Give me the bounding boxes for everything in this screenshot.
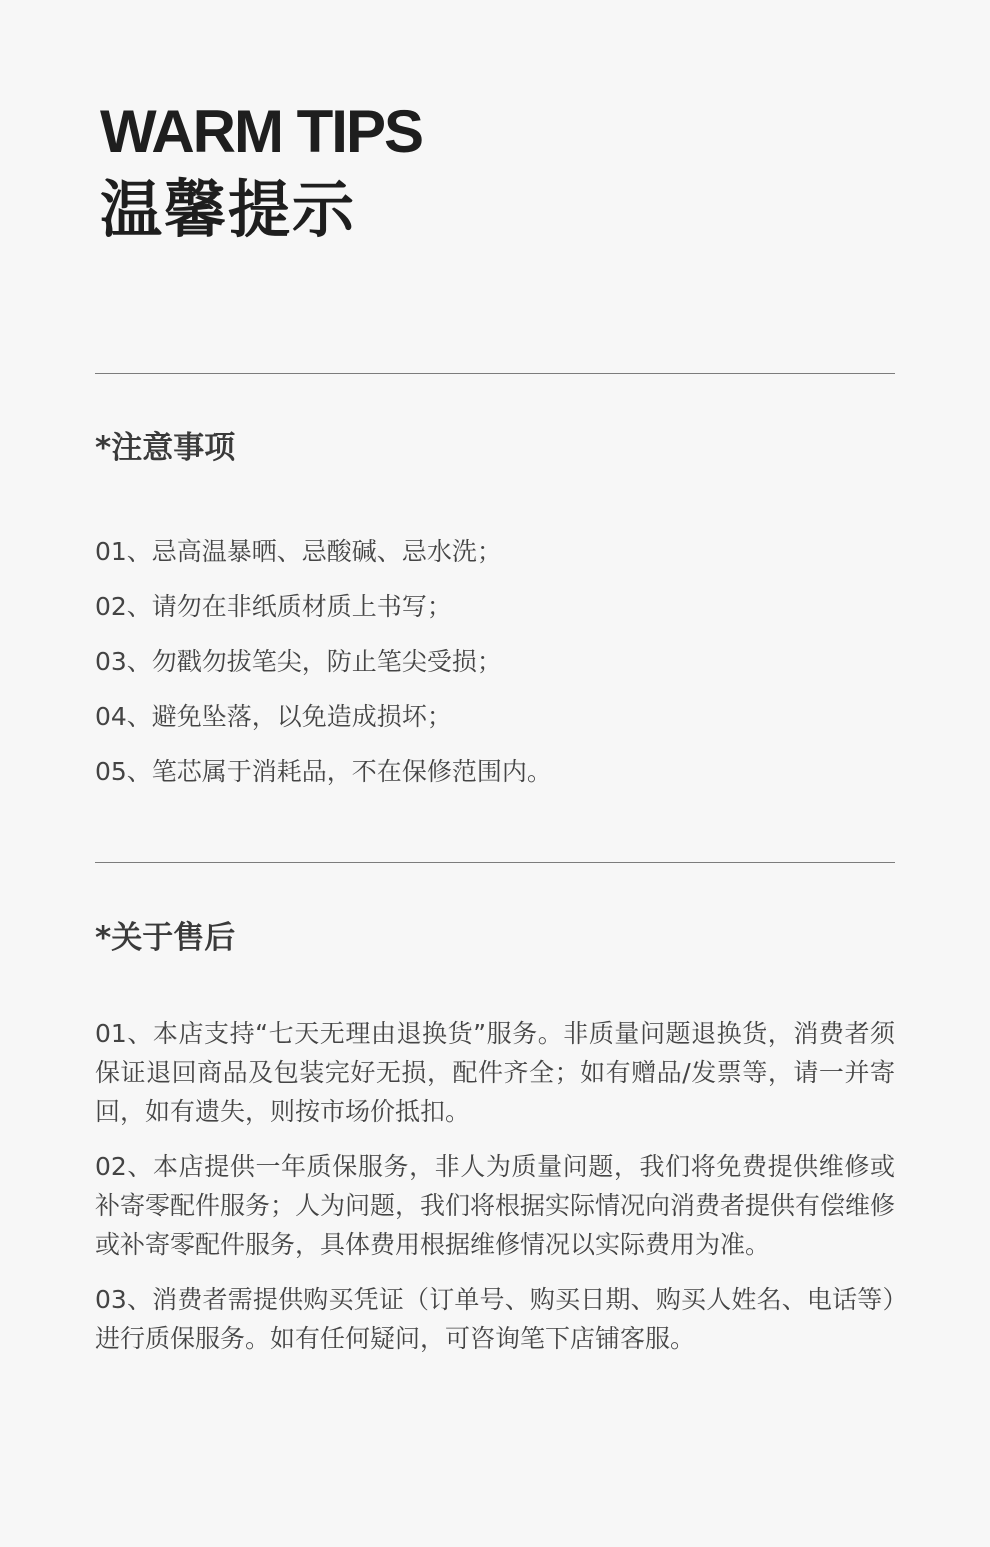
after-sales-item: 01、本店支持“七天无理由退换货”服务。非质量问题退换货，消费者须保证退回商品及包装完好无损，配件齐全；如有赠品/发票等，请一并寄回，如有遗失，则按市场价抵扣。 bbox=[95, 1019, 895, 1126]
after-sales-item: 02、本店提供一年质保服务，非人为质量问题，我们将免费提供维修或补寄零配件服务；人为问题，我们将根据实际情况向消费者提供有偿维修或补寄零配件服务，具体费用根据维修情况以实际费用为准。 bbox=[95, 1152, 896, 1259]
note-item: 03、勿戳勿拔笔尖，防止笔尖受损； bbox=[95, 647, 502, 676]
section-divider-top bbox=[95, 373, 895, 374]
note-item: 01、忌高温暴晒、忌酸碱、忌水洗； bbox=[95, 537, 502, 566]
note-item: 05、笔芯属于消耗品，不在保修范围内。 bbox=[95, 757, 552, 786]
note-item: 04、避免坠落，以免造成损坏； bbox=[95, 702, 452, 731]
after-sales-list bbox=[95, 1014, 895, 1374]
notes-heading: *注意事项 bbox=[95, 430, 236, 466]
after-sales-item: 03、消费者需提供购买凭证（订单号、购买日期、购买人姓名、电话等）进行质保服务。如有任何疑问，可咨询笔下店铺客服。 bbox=[95, 1285, 895, 1353]
page-title-english: WARM TIPS bbox=[100, 98, 422, 165]
section-divider-middle bbox=[95, 862, 895, 863]
notes-list bbox=[95, 524, 895, 799]
after-sales-heading: *关于售后 bbox=[95, 920, 236, 956]
page-title-chinese: 温馨提示 bbox=[100, 173, 357, 246]
note-item: 02、请勿在非纸质材质上书写； bbox=[95, 592, 452, 621]
